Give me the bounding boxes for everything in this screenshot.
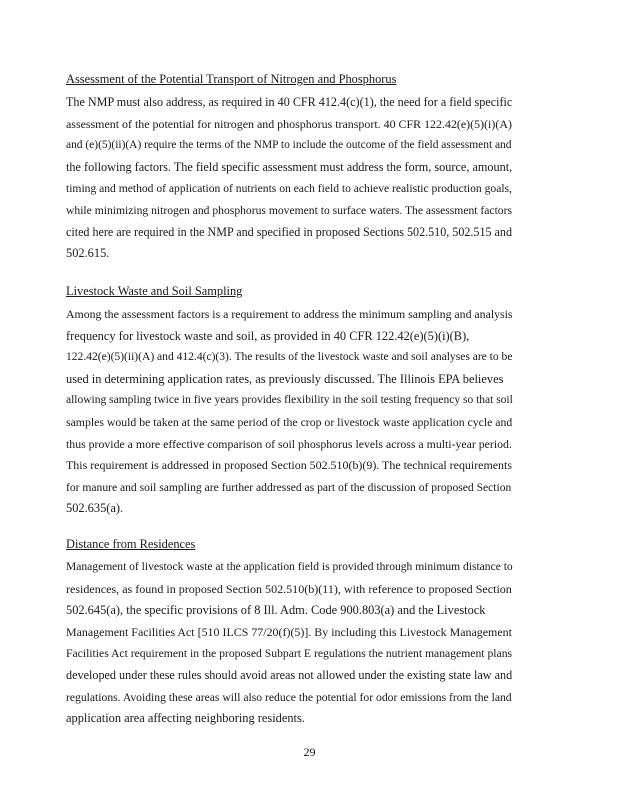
text-line: and (e)(5)(ii)(A) require the terms of the NMP to include the outcome of the field assessment and — [66, 139, 512, 152]
section-distance-residences — [66, 537, 513, 730]
text-line: cited here are required in the NMP and specified in proposed Sections 502.510, 502.515 and — [66, 224, 512, 239]
text-line: application area affecting neighboring residents. — [66, 711, 305, 726]
text-line: allowing sampling twice in five years provides flexibility in the soil testing frequency so that soil — [66, 394, 513, 407]
section-heading: Assessment of the Potential Transport of Nitrogen and Phosphorus — [66, 72, 397, 86]
text-line: Among the assessment factors is a requirement to address the minimum sampling and analysis — [66, 307, 513, 321]
text-line: while minimizing nitrogen and phosphorus movement to surface waters. The assessment factors — [66, 203, 512, 217]
page-number: 29 — [303, 745, 316, 759]
text-line: 502.635(a). — [66, 501, 124, 516]
text-line: residences, as found in proposed Section 502.510(b)(11), with reference to proposed Section — [66, 581, 512, 596]
text-line: assessment of the potential for nitrogen and phosphorus transport. 40 CFR 122.42(e)(5)(i)(A) — [66, 116, 512, 131]
text-line: timing and method of application of nutrients on each field to achieve realistic production goals, — [66, 182, 512, 196]
text-line: This requirement is addressed in proposed Section 502.510(b)(9). The technical requirements — [66, 458, 512, 473]
text-line: Management of livestock waste at the application field is provided through minimum distance to — [66, 561, 513, 573]
text-line: The NMP must also address, as required in 40 CFR 412.4(c)(1), the need for a field specific — [66, 95, 513, 109]
section-waste-soil-sampling — [66, 284, 513, 520]
section-heading: Distance from Residences — [66, 537, 196, 551]
text-line: for manure and soil sampling are further addressed as part of the discussion of proposed Section — [66, 480, 512, 494]
section-nutrient-transport — [66, 72, 513, 265]
text-line: Management Facilities Act [510 ILCS 77/20(f)(5)]. By including this Livestock Management — [66, 624, 512, 639]
text-line: 122.42(e)(5)(ii)(A) and 412.4(c)(3). The results of the livestock waste and soil analyses are to be — [66, 351, 513, 364]
section-heading: Livestock Waste and Soil Sampling — [66, 284, 243, 298]
text-line: frequency for livestock waste and soil, as provided in 40 CFR 122.42(e)(5)(i)(B), — [66, 328, 470, 343]
text-line: regulations. Avoiding these areas will also reduce the potential for odor emissions from the land — [66, 690, 512, 704]
text-line: thus provide a more effective comparison of soil phosphorus levels across a multi-year period. — [66, 436, 512, 451]
text-line: 502.645(a), the specific provisions of 8 Ill. Adm. Code 900.803(a) and the Livestock — [66, 603, 486, 618]
text-line: used in determining application rates, as previously discussed. The Illinois EPA believes — [66, 371, 504, 386]
text-line: samples would be taken at the same period of the crop or livestock waste application cycle and — [66, 415, 513, 429]
text-line: 502.615. — [66, 246, 110, 261]
text-line: Facilities Act requirement in the proposed Subpart E regulations the nutrient management plans — [66, 647, 513, 661]
text-line: the following factors. The field specific assessment must address the form, source, amount, — [66, 159, 513, 174]
text-line: developed under these rules should avoid areas not allowed under the existing state law and — [66, 667, 513, 682]
